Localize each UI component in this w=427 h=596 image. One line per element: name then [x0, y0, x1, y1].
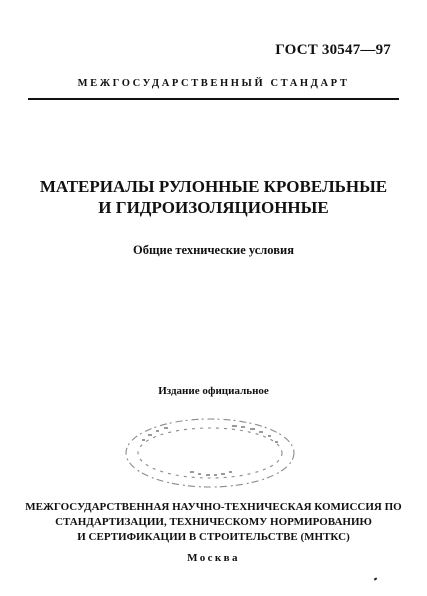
standard-number: ГОСТ 30547—97 — [275, 42, 391, 58]
document-title — [0, 176, 427, 218]
scan-speck — [374, 577, 378, 580]
publisher-line-3: И СЕРТИФИКАЦИИ В СТРОИТЕЛЬСТВЕ (МНТКС) — [77, 531, 350, 543]
header-rule — [28, 98, 399, 100]
stamp-lettering-marks — [142, 425, 278, 476]
title-line-1: МАТЕРИАЛЫ РУЛОННЫЕ КРОВЕЛЬНЫЕ — [39, 177, 388, 196]
edition-note: Издание официальное — [158, 385, 269, 397]
publisher-line-2: СТАНДАРТИЗАЦИИ, ТЕХНИЧЕСКОМУ НОРМИРОВАНИЮ — [55, 516, 372, 528]
publisher-block — [0, 500, 427, 545]
library-stamp-icon — [120, 413, 300, 493]
title-line-2: И ГИДРОИЗОЛЯЦИОННЫЕ — [98, 198, 329, 217]
standard-type-heading: МЕЖГОСУДАРСТВЕННЫЙ СТАНДАРТ — [77, 78, 350, 89]
stamp-outline — [126, 419, 294, 487]
publication-city: Москва — [187, 552, 240, 564]
document-subtitle: Общие технические условия — [133, 243, 294, 257]
publisher-line-1: МЕЖГОСУДАРСТВЕННАЯ НАУЧНО-ТЕХНИЧЕСКАЯ КОМИССИЯ ПО — [25, 501, 402, 513]
